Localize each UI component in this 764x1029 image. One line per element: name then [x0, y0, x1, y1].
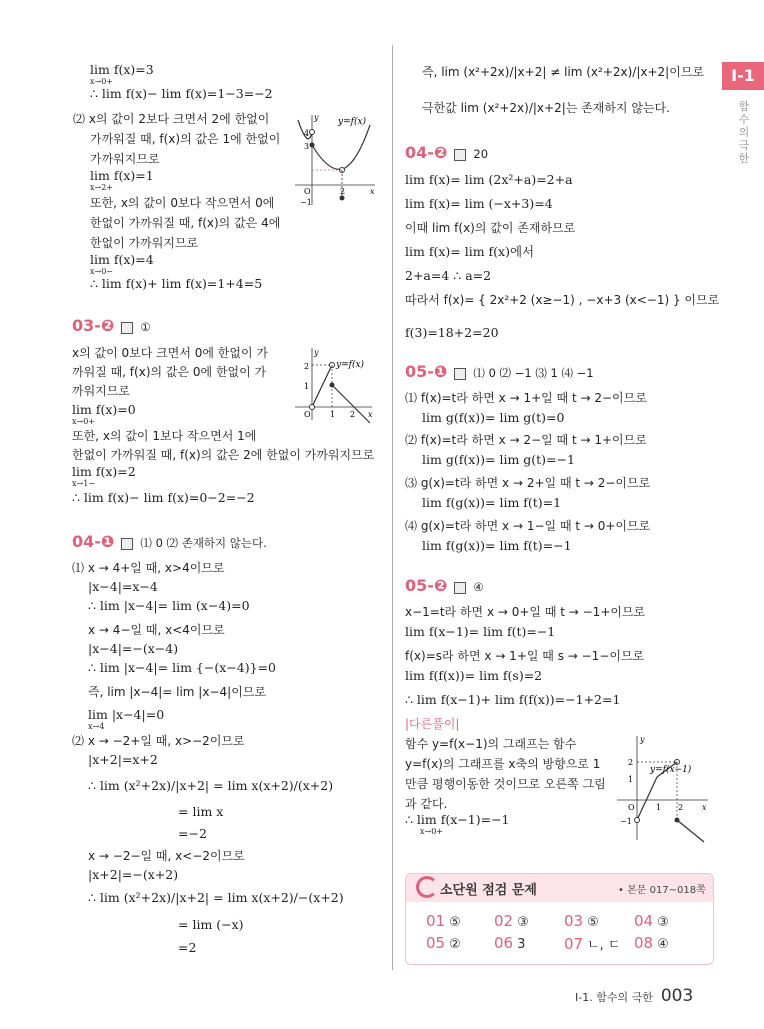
answer-item-number: 05	[426, 934, 446, 952]
eq-line: ∴ lim (x²+2x)/|x+2| = lim x(x+2)/(x+2)	[88, 778, 334, 793]
answer-item	[634, 912, 669, 930]
limit-sub: x→0+	[90, 77, 114, 86]
answer-item-number: 06	[494, 934, 514, 952]
answer-item-number: 01	[426, 912, 446, 930]
tick: 2	[340, 187, 346, 196]
tick: O	[304, 187, 311, 196]
answer-item	[494, 934, 525, 952]
answer-item-number: 02	[494, 912, 514, 930]
problem-number: 03-❷	[72, 316, 115, 335]
answer-header	[405, 364, 594, 381]
eq-line: =2	[178, 940, 197, 955]
answer-item-value: 3	[517, 937, 526, 952]
axis-label: x	[702, 803, 707, 812]
eq-line: lim g(f(x))= lim g(t)=−1	[422, 452, 575, 467]
limit-sub: x→2+	[90, 183, 114, 192]
text-line: 가까워지므로	[90, 152, 160, 166]
tick: 2	[678, 803, 684, 812]
panel-logo-icon	[416, 876, 438, 898]
chapter-vertical-title	[737, 100, 751, 165]
tick: 2	[304, 362, 310, 371]
open-point	[310, 405, 315, 410]
answer-icon	[121, 538, 133, 550]
answer-item-value: ⑤	[449, 915, 461, 930]
eq-line: |x+2|=−(x+2)	[88, 867, 179, 882]
problem-number: 04-❶	[72, 532, 115, 551]
answer-item	[564, 934, 620, 953]
eq-line: lim f(g(x))= lim f(t)=1	[422, 495, 562, 510]
chapter-vertical-text: 함수의 극한	[738, 100, 750, 165]
eq-line: ∴ lim f(x−1)=−1	[405, 812, 510, 827]
answer-item	[564, 912, 599, 930]
tick: 1	[330, 410, 336, 419]
panel-title: 소단원 점검 문제	[440, 883, 537, 898]
eq-line: ∴ lim (x²+2x)/|x+2| = lim x(x+2)/−(x+2)	[88, 890, 344, 905]
text-line: y=f(x)의 그래프를 x축의 방향으로 1	[405, 757, 601, 771]
answer-value: 20	[473, 147, 489, 161]
tick: 4	[304, 129, 310, 138]
tick: O	[304, 410, 311, 419]
line-segment	[312, 365, 332, 407]
eq-line: 2+a=4 ∴ a=2	[405, 268, 492, 283]
text-line: 즉, lim |x−4|= lim |x−4|이므로	[88, 685, 266, 699]
graph-label: y=f(x)	[336, 360, 365, 370]
eq-line: ∴ lim |x−4|= lim (x−4)=0	[88, 598, 250, 613]
text-line: 이때 lim f(x)의 값이 존재하므로	[405, 221, 576, 235]
axis-label: y	[314, 113, 319, 122]
line-segment	[637, 777, 657, 820]
answer-item	[426, 912, 461, 930]
answer-header	[72, 534, 267, 551]
eq-line: lim f(x)= lim (2x²+a)=2+a	[405, 172, 573, 187]
answer-header	[72, 318, 151, 335]
graph-1	[290, 110, 380, 210]
answer-item	[634, 934, 669, 952]
eq-line: lim f(x)=1	[90, 168, 154, 183]
text-line: 또한, x의 값이 1보다 작으면서 1에	[72, 429, 257, 443]
text-line: x → 4−일 때, x<4이므로	[88, 623, 225, 637]
line-segment	[677, 820, 704, 842]
eq-line: ∴ lim |x−4|= lim {−(x−4)}=0	[88, 660, 276, 675]
text-line: x−1=t라 하면 x → 0+일 때 t → −1+이므로	[405, 605, 646, 619]
answer-header	[405, 578, 484, 595]
graph-label: y=f(x−1)	[650, 765, 692, 775]
limit-sub: x→0−	[90, 267, 114, 276]
answer-item-number: 04	[634, 912, 654, 930]
eq-line: lim f(x)=3	[90, 62, 154, 77]
eq-line: =−2	[178, 826, 207, 841]
text-line: x → −2−일 때, x<−2이므로	[88, 849, 245, 863]
tick: 3	[304, 142, 310, 151]
axis-label: y	[640, 735, 645, 744]
eq-line: |x−4|=x−4	[88, 579, 158, 594]
panel-header	[406, 874, 713, 902]
answer-item-value: ③	[657, 915, 669, 930]
text-line: ⑵ x의 값이 2보다 크면서 2에 한없이	[73, 112, 270, 126]
chapter-tab: I-1	[722, 62, 764, 90]
eq-line: lim f(x−1)= lim f(t)=−1	[405, 624, 556, 639]
text-line: 까워질 때, f(x)의 값은 0에 한없이 가	[72, 365, 267, 379]
text-line: ⑵ f(x)=t라 하면 x → 2−일 때 t → 1+이므로	[405, 433, 647, 447]
tick: 2	[628, 758, 634, 767]
answer-item-value: ③	[517, 915, 529, 930]
tick: 1	[656, 803, 662, 812]
axis-label: y	[314, 348, 319, 357]
eq-line: lim f(x)= lim f(x)에서	[405, 244, 535, 259]
answer-item-value: ②	[449, 937, 461, 952]
answer-item-value: ㄴ, ㄷ	[587, 938, 621, 953]
text-line: 따라서 f(x)= { 2x²+2 (x≥−1) , −x+3 (x<−1) } 이므로	[405, 293, 720, 307]
graph-3	[612, 732, 712, 844]
answer-value: ④	[473, 580, 484, 594]
eq-line: = lim (−x)	[178, 917, 244, 932]
eq-line: ∴ lim f(x−1)+ lim f(f(x))=−1+2=1	[405, 692, 621, 707]
text-line: 극한값 lim (x²+2x)/|x+2|는 존재하지 않는다.	[422, 101, 670, 115]
text-line: ⑷ g(x)=t라 하면 x → 1−일 때 t → 0+이므로	[405, 519, 651, 533]
check-problems-panel	[405, 873, 714, 965]
text-line: ⑵ x → −2+일 때, x>−2이므로	[72, 734, 245, 748]
axis-label: x	[370, 187, 375, 196]
eq-line: lim f(g(x))= lim f(t)=−1	[422, 538, 572, 553]
answer-item-value: ④	[657, 937, 669, 952]
text-line: 함수 y=f(x−1)의 그래프는 함수	[405, 737, 577, 751]
text-line: 또한, x의 값이 0보다 작으면서 0에	[90, 196, 275, 210]
answer-item-number: 07	[564, 935, 584, 953]
limit-sub: x→0+	[420, 827, 444, 836]
text-line: 즉, lim (x²+2x)/|x+2| ≠ lim (x²+2x)/|x+2|이므로	[422, 65, 704, 79]
graph-2	[290, 345, 375, 425]
answer-item	[426, 934, 461, 952]
eq-line: lim f(x)=4	[90, 252, 154, 267]
open-point	[635, 818, 640, 823]
eq-line: lim f(x)=0	[72, 402, 136, 417]
text-line: 한없이 가까워지므로	[90, 236, 199, 250]
answer-icon	[454, 149, 466, 161]
answer-value: ⑴ 0 ⑵ −1 ⑶ 1 ⑷ −1	[473, 366, 594, 380]
text-line: 까워지므로	[72, 384, 130, 398]
axis-label: x	[368, 410, 373, 419]
eq-line: f(3)=18+2=20	[405, 325, 499, 340]
limit-sub: x→4	[88, 722, 105, 731]
answer-item-number: 08	[634, 934, 654, 952]
footer-section: I-1. 함수의 극한	[575, 991, 653, 1004]
text-line: ⑴ x → 4+일 때, x>4이므로	[72, 561, 225, 575]
tick: 1	[304, 382, 310, 391]
text-line: 가까워질 때, f(x)의 값은 1에 한없이	[90, 132, 281, 146]
problem-number: 05-❶	[405, 362, 448, 381]
text-line: x의 값이 0보다 크면서 0에 한없이 가	[72, 346, 268, 360]
eq-line: ∴ lim f(x)+ lim f(x)=1+4=5	[90, 276, 263, 291]
text-line: ⑴ f(x)=t라 하면 x → 1+일 때 t → 2−이므로	[405, 391, 647, 405]
page-number: 003	[660, 986, 694, 1006]
eq-line: lim g(f(x))= lim g(t)=0	[422, 410, 565, 425]
alt-solution-label: |다른풀이|	[405, 717, 460, 731]
eq-line: ∴ lim f(x)− lim f(x)=0−2=−2	[72, 490, 255, 505]
answer-icon	[454, 368, 466, 380]
answer-header	[405, 145, 488, 162]
tick: 2	[350, 410, 356, 419]
eq-line: |x−4|=−(x−4)	[88, 641, 179, 656]
limit-sub: x→1−	[72, 479, 96, 488]
answer-item-number: 03	[564, 912, 584, 930]
eq-line: lim f(f(x))= lim f(s)=2	[405, 668, 543, 683]
answer-item-value: ⑤	[587, 915, 599, 930]
tick: O	[628, 803, 635, 812]
text-line: 만큼 평행이동한 것이므로 오른쪽 그림	[405, 777, 606, 791]
curve-right	[312, 125, 370, 169]
panel-ref: • 본문 017~018쪽	[618, 885, 706, 896]
eq-line: lim f(x)= lim (−x+3)=4	[405, 196, 553, 211]
text-line: 과 같다.	[405, 797, 448, 811]
text-line: f(x)=s라 하면 x → 1+일 때 s → −1−이므로	[405, 649, 645, 663]
answer-value: ①	[140, 320, 151, 334]
eq-line: lim |x−4|=0	[88, 707, 165, 722]
problem-number: 05-❷	[405, 576, 448, 595]
open-point	[310, 130, 315, 135]
graph-label: y=f(x)	[338, 117, 367, 127]
answer-icon	[121, 322, 133, 334]
footer	[575, 986, 693, 1006]
tick: 1	[628, 775, 634, 784]
text-line: 한없이 가까워질 때, f(x)의 값은 4에	[90, 216, 281, 230]
text-line: 한없이 가까워질 때, f(x)의 값은 2에 한없이 가까워지므로	[72, 448, 375, 462]
eq-line: ∴ lim f(x)− lim f(x)=1−3=−2	[90, 86, 273, 101]
eq-line: = lim x	[178, 804, 224, 819]
eq-line: lim f(x)=2	[72, 464, 136, 479]
tick: −1	[620, 817, 632, 826]
answer-item	[494, 912, 529, 930]
answer-icon	[454, 582, 466, 594]
eq-line: |x+2|=x+2	[88, 752, 158, 767]
text-line: ⑶ g(x)=t라 하면 x → 2+일 때 t → 2−이므로	[405, 476, 651, 490]
column-divider	[392, 45, 393, 970]
closed-point	[310, 143, 315, 148]
answer-value: ⑴ 0 ⑵ 존재하지 않는다.	[140, 536, 267, 550]
problem-number: 04-❷	[405, 143, 448, 162]
tick: −1	[300, 198, 312, 207]
limit-sub: x→0+	[72, 417, 96, 426]
